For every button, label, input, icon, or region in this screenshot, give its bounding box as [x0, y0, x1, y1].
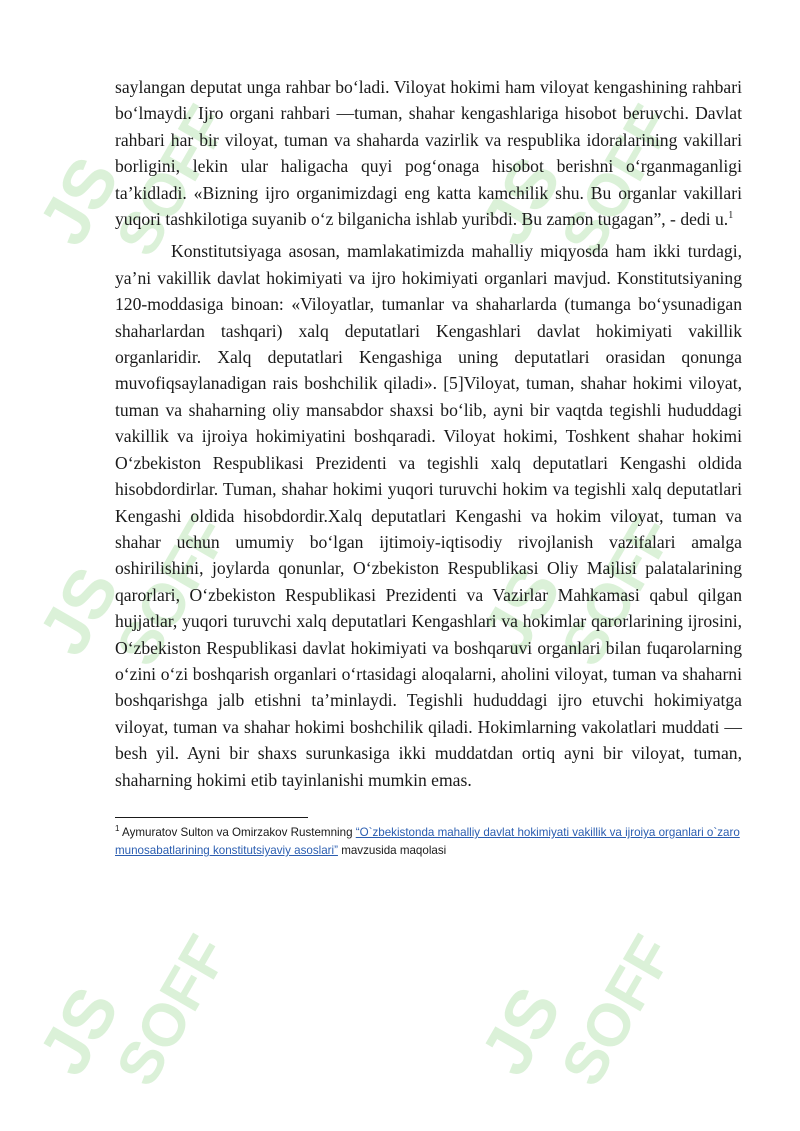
watermark-logo-mark: JS — [465, 554, 576, 668]
footnote-reference[interactable]: 1 — [728, 210, 734, 222]
watermark-logo-mark: SOFF — [548, 94, 687, 267]
watermark-logo-mark: SOFF — [548, 924, 687, 1097]
body-paragraph — [115, 238, 742, 793]
document-page — [115, 74, 742, 860]
footnote-separator — [115, 817, 308, 818]
watermark-logo-mark: SOFF — [103, 504, 242, 677]
watermark-logo-mark: JS — [23, 974, 134, 1088]
footnote-prefix: Aymuratov Sulton va Omirzakov Rustemning — [122, 825, 356, 839]
watermark-logo-mark: JS — [465, 974, 576, 1088]
watermark-logo-mark: SOFF — [103, 94, 242, 267]
footnote-suffix: mavzusida maqolasi — [337, 843, 447, 857]
watermark-logo-mark: JS — [465, 144, 576, 258]
paragraph-text: Konstitutsiyaga asosan, mamlakatimizda mahalliy miqyosda ham ikki turdagi, ya’ni vakillik davlat hokimiyati va ijro hokimiyati organlari mavjud. Konstitutsiyaning 120-moddasiga binoan: «Viloyatlar, tumanlar va shaharlarda (tumanga bo‘ysunadigan shaharlardan tashqari) xalq deputatlari Kengashlari davlat hokimiyati vakillik organlaridir. Xalq deputatlari Kengashiga uning deputatlari orasidan qonunga muvofiqsaylanadigan rais boshchilik qiladi». [5]Viloyat, tuman, shahar hokimi viloyat, tuman va shaharning oliy mansabdor shaxsi bo‘lib, ayni bir vaqtda tegishli hududdagi vakillik va ijroiya hokimiyatini boshqaradi. Viloyat hokimi, Toshkent shahar hokimi O‘zbekiston Respublikasi Prezidenti va tegishli xalq deputatlari Kengashi oldida hisobdordirlar. Tuman, shahar hokimi yuqori turuvchi hokim va tegishli xalq deputatlari Kengashi oldida hisobdordir.Xalq deputatlari Kengashi va hokim viloyat, tuman va shahar uchun umumiy bo‘lgan ijtimoiy-iqtisodiy rivojlanish vazifalari amalga oshirilishini, joylarda qonunlar, O‘zbekiston Respublikasi Oliy Majlisi palatalarining qarorlari, O‘zbekiston Respublikasi Prezidenti va Vazirlar Mahkamasi qabul qilgan hujjatlar, yuqori turuvchi xalq deputatlari Kengashlari va hokimlar qarorlarining ijrosini, O‘zbekiston Respublikasi davlat hokimiyati va boshqaruvi organlari bilan fuqarolarning o‘zini o‘zi boshqarish organlari o‘rtasidagi aloqalarni, aholini viloyat, tuman va shaharni boshqarishga jalb etishni ta’minlaydi. Tegishli hududdagi ijro etuvchi hokimiyatga viloyat, tuman va shahar hokimi boshchilik qiladi. Hokimlarning vakolatlari muddati — besh yil. Ayni bir shaxs surunkasiga ikki muddatdan ortiq ayni bir viloyat, tuman, shaharning hokimi etib tayinlanishi mumkin emas. — [115, 241, 742, 790]
footnote-link[interactable]: “O`zbekistonda mahalliy davlat hokimiyati vakillik va ijroiya organlari o`zaro munosabatlarining konstitutsiyaviy asoslari” — [115, 825, 740, 857]
watermark-logo-mark: JS — [23, 554, 134, 668]
watermark-logo-mark: JS — [23, 144, 134, 258]
footnote-number: 1 — [115, 824, 120, 834]
footnote — [115, 824, 742, 860]
watermark-logo-mark: SOFF — [548, 504, 687, 677]
body-paragraph — [115, 74, 742, 232]
paragraph-text: saylangan deputat unga rahbar bo‘ladi. Viloyat hokimi ham viloyat kengashining rahbari bo‘lmaydi. Ijro organi rahbari —tuman, shahar kengashlariga hisobot beruvchi. Davlat rahbari har bir viloyat, tuman va shaharda vazirlik va respublika idoralarining vakillari borligini, lekin ular haligacha quyi pog‘onaga hisobot berishni o‘rganmaganligi ta’kidladi. «Bizning ijro organimizdagi eng katta kamchilik shu. Bu organlar vakillari yuqori tashkilotiga suyanib o‘z bilganicha ishlab yuribdi. Bu zamon tugagan”, - dedi u. — [115, 77, 742, 230]
watermark-logo-mark: SOFF — [103, 924, 242, 1097]
